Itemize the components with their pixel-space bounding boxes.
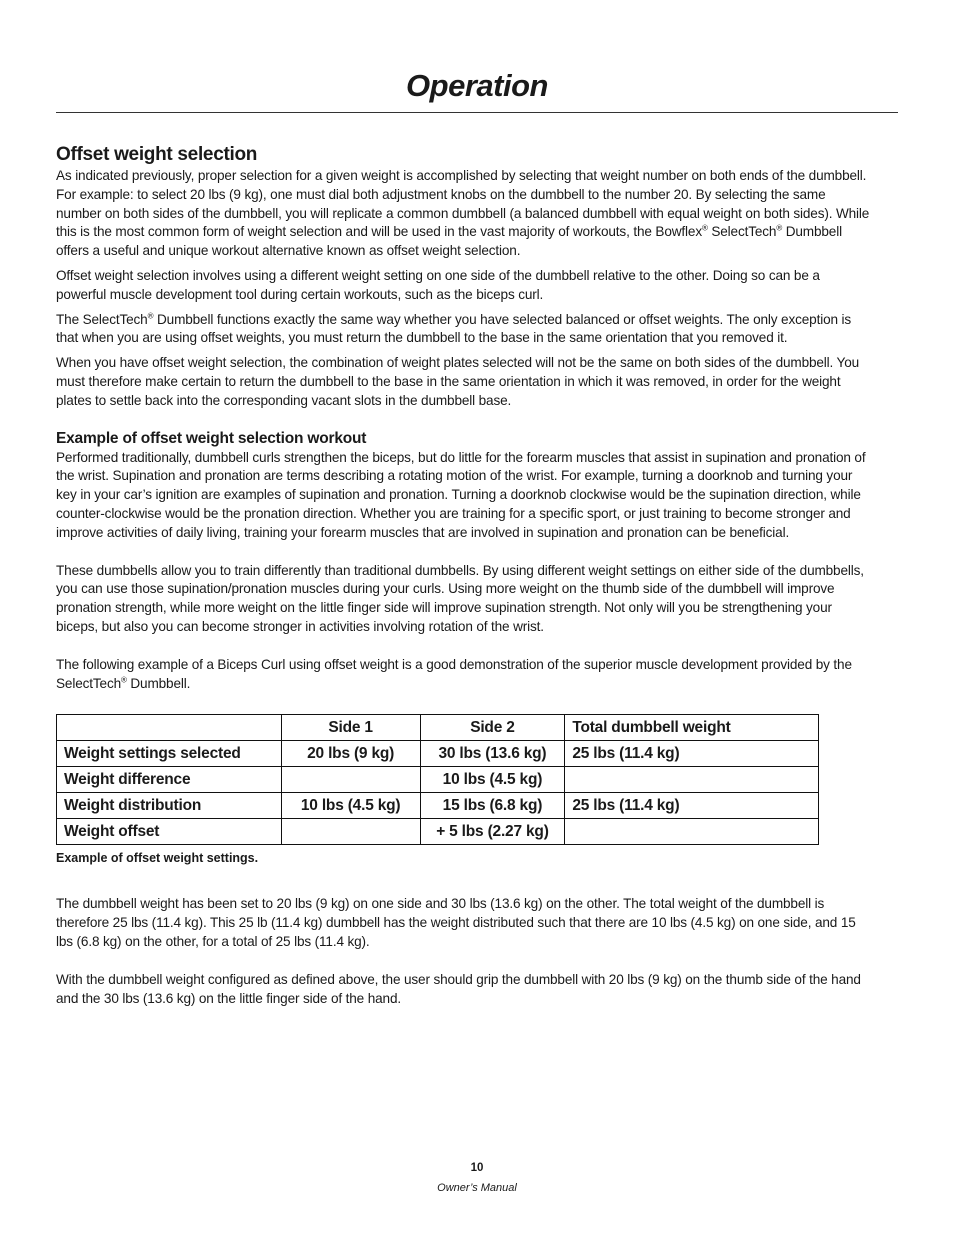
section-paragraph-2: Offset weight selection involves using a different weight setting on one side of the dumbbell relative to the other. Doing so can be a powerful muscle development tool during certain workouts, such as the biceps curl. [56,267,820,302]
paragraph-text: The SelectTech [56,311,148,327]
table-row-label: Weight offset [57,819,282,845]
title-divider [56,112,898,113]
table-cell: 25 lbs (11.4 kg) [565,793,819,819]
table-cell: 15 lbs (6.8 kg) [420,793,565,819]
section-heading: Offset weight selection [56,144,258,165]
table-cell [565,767,819,793]
table-cell: 10 lbs (4.5 kg) [281,793,420,819]
table-row [57,741,819,767]
paragraph-text: Dumbbell offers a useful and unique workout alternative known as offset weight selection. [56,224,842,259]
table-header-cell [57,715,282,741]
table-row [57,819,819,845]
table-row [57,793,819,819]
closing-paragraph-1: The dumbbell weight has been set to 20 lbs (9 kg) on one side and 30 lbs (13.6 kg) on the other. The total weight of the dumbbell is therefore 25 lbs (11.4 kg). This 25 lb (11.4 kg) dumbbell has the weight distributed such that there are 10 lbs (4.5 kg) on one side, and 15 lbs (6.8 kg) on the other, for a total of 25 lbs (11.4 kg). [56,896,856,949]
table-cell: 20 lbs (9 kg) [281,741,420,767]
offset-weight-table [56,714,819,845]
subsection-paragraph-2: These dumbbells allow you to train differently than traditional dumbbells. By using different weight settings on either side of the dumbbells, you can use those supination/pronation muscles during your curls. Using more weight on the thumb side of the dumbbell will improve pronation strength, while more weight on the little finger side will improve supination strength. Not only will you be strengthening your biceps, but also you can become stronger in activities involving rotation of the wrist. [56,562,864,634]
paragraph-text: The following example of a Biceps Curl using offset weight is a good demonstration of the superior muscle development provided by the SelectTech [56,656,852,691]
registered-mark: ® [701,223,708,233]
closing-paragraph-2: With the dumbbell weight configured as defined above, the user should grip the dumbbell with 20 lbs (9 kg) on the thumb side of the hand and the 30 lbs (13.6 kg) on the little finger side of the hand. [56,971,861,1006]
table-row-label: Weight settings selected [57,741,282,767]
table-header-cell: Side 2 [420,715,565,741]
registered-mark: ® [121,675,127,684]
table-cell: 30 lbs (13.6 kg) [420,741,565,767]
table-cell [281,819,420,845]
table-row-label: Weight distribution [57,793,282,819]
table-header-cell: Total dumbbell weight [565,715,819,741]
page-number: 10 [470,1162,484,1174]
table-cell: 25 lbs (11.4 kg) [565,741,819,767]
page-content [56,144,872,1008]
footer-label: Owner’s Manual [437,1182,517,1194]
table-cell [281,767,420,793]
table-caption: Example of offset weight settings. [56,851,259,866]
paragraph-text: SelectTech [707,224,777,240]
paragraph-text: Dumbbell functions exactly the same way whether you have selected balanced or offset weights. The only exception is that when you are using offset weights, you must return the dumbbell to the base in the same orientation that you removed it. [56,311,852,346]
section-paragraph-4: When you have offset weight selection, the combination of weight plates selected will not be the same on both sides of the dumbbell. You must therefore make certain to return the dumbbell to the base in the same orientation in which it was removed, in order for the weight plates to settle back into the corresponding vacant slots in the dumbbell base. [56,355,860,408]
section-paragraph-1 [56,167,872,261]
table-row [57,767,819,793]
subsection-paragraph-1: Performed traditionally, dumbbell curls strengthen the biceps, but do little for the forearm muscles that assist in supination and pronation of the wrist. Supination and pronation are terms describing a rotating motion of the wrist. For example, turning a doorknob and turning your key in your car’s ignition are examples of supination and pronation. Turning a doorknob clockwise would be the supination direction, while counter-clockwise would be the pronation direction. Whether you are training for a specific sport, or just training to become stronger and improve activities of daily living, training your forearm muscles that are involved in supination and pronation can be beneficial. [56,449,866,540]
paragraph-text: Dumbbell. [126,675,191,691]
subsection-heading: Example of offset weight selection workout [56,429,367,447]
table-cell: + 5 lbs (2.27 kg) [420,819,565,845]
table-cell: 10 lbs (4.5 kg) [420,767,565,793]
section-paragraph-3 [56,311,872,349]
registered-mark: ® [776,223,783,233]
paragraph-text: As indicated previously, proper selection for a given weight is accomplished by selecting that weight number on both ends of the dumbbell. For example: to select 20 lbs (9 kg), one must dial both adjustment knobs on the dumbbell to the number 20. By selecting the same number on both sides of the dumbbell, you will replicate a common dumbbell (a balanced dumbbell with equal weight on both sides). While this is the most common form of weight selection and will be used in the vast majority of workouts, the Bowflex [56,168,870,240]
table-header-row [57,715,819,741]
table-header-cell: Side 1 [281,715,420,741]
page-title: Operation [406,68,548,103]
table-cell [565,819,819,845]
registered-mark: ® [147,311,154,321]
table-row-label: Weight difference [57,767,282,793]
subsection-paragraph-3 [56,656,872,694]
